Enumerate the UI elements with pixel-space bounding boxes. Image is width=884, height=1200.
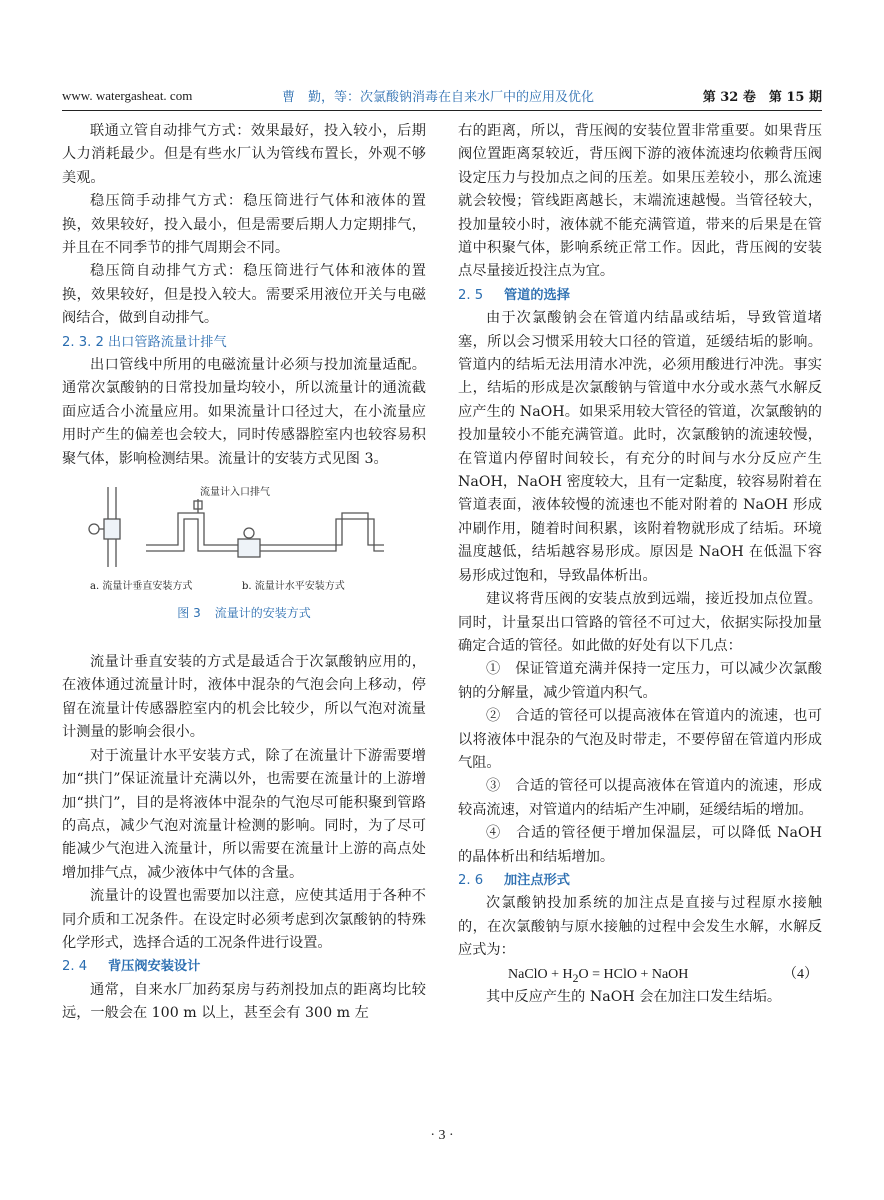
paragraph: 通常，自来水厂加药泵房与药剂投加点的距离均比较远，一般会在 100 m 以上，甚至会有 300 m 左 (62, 981, 426, 1022)
section-number: 2. 5 (458, 287, 484, 303)
paragraph: 流量计垂直安装的方式是最适合于次氯酸钠应用的，在液体通过流量计时，液体中混杂的气泡会向上移动，停留在流量计传感器腔室内的机会比较少，所以气泡对流量计测量的影响会很小。 (62, 654, 426, 741)
equation-body (508, 963, 688, 990)
list-item: ③ 合适的管径可以提高液体在管道内的流速，形成较高流速，对管道内的结垢产生冲刷，延缓结垢的增加。 (458, 778, 822, 818)
paragraph: 其中反应产生的 NaOH 会在加注口发生结垢。 (486, 988, 782, 1005)
caption-text: 流量计的安装方式 (214, 606, 311, 621)
advantages-list (458, 658, 822, 869)
paragraph: 联通立管自动排气方式：效果最好，投入较小，后期人力消耗最少。但是有些水厂认为管线布置长，外观不够美观。 (62, 123, 426, 186)
section-title: 加注点形式 (504, 872, 570, 888)
equation-4 (458, 963, 822, 986)
page-number: · 3 · (430, 1128, 454, 1143)
horizontal-installation-drawing (146, 499, 384, 557)
volume-issue: 第 32 卷 第 15 期 (702, 90, 822, 105)
paragraph: 流量计的设置也需要加以注意，应使其适用于各种不同介质和工况条件。在设定时必须考虑到次氯酸钠的特殊化学形式，选择合适的工况条件进行设置。 (62, 888, 426, 951)
header-rule (62, 110, 822, 111)
section-title: 管道的选择 (504, 287, 570, 303)
paragraph: 稳压筒手动排气方式：稳压筒进行气体和液体的置换，效果较好，投入最小，但是需要后期人力定期排气，并且在不同季节的排气周期会不同。 (62, 193, 426, 257)
paragraph: 出口管线中所用的电磁流量计必须与投加流量适配。通常次氯酸钠的日常投加量均较小，所以流量计的通流截面应适合小流量应用。如果流量计口径过大，在小流量应用时产生的偏差也会较大，同时传感器腔室内也较容易积聚气体，影响检测结果。流量计的安装方式见图 3。 (62, 357, 426, 467)
running-title: 曹 勤，等：次氯酸钠消毒在自来水厂中的应用及优化 (282, 90, 595, 105)
equation-part: NaClO + H (508, 966, 573, 982)
caption-number: 图 3 (177, 606, 201, 621)
paragraph: 对于流量计水平安装方式，除了在流量计下游需要增加“拱门”保证流量计充满以外，也需要在流量计的上游增加“拱门”，目的是将液体中混杂的气泡尽可能积聚到管路的高点，减少气泡对流量计检测的影响。同时，为了尽可能减少气泡进入流量计，所以需要在流量计上游的高点处增加排气点，减少液体中气体的含量。 (62, 747, 426, 881)
running-header (62, 84, 822, 106)
paragraph: 右的距离，所以，背压阀的安装位置非常重要。如果背压阀位置距离泵较近，背压阀下游的液体流速均依赖背压阀设定压力与投加点之间的压差。如果压差较小，那么流速就会较慢；管线距离越长，末端流速越慢。当管径较大，投加量较小时，液体就不能充满管道，带来的后果是在管道中积聚气体，影响系统正常工作。因此，背压阀的安装点尽量接近投注点为宜。 (458, 123, 822, 280)
list-item: ② 合适的管径可以提高液体在管道内的流速，也可以将液体中混杂的气泡及时带走，不要停留在管道内形成气阻。 (458, 708, 822, 771)
section-heading-2-5 (458, 284, 822, 307)
equation-number: （4） (783, 966, 818, 982)
section-heading-2-6 (458, 869, 822, 892)
section-heading-2-4 (62, 955, 426, 978)
section-number: 2. 4 (62, 959, 88, 975)
list-item: ① 保证管道充满并保持一定压力，可以减少次氯酸钠的分解量，减少管道内积气。 (458, 661, 822, 701)
paragraph: 由于次氯酸钠会在管道内结晶或结垢，导致管道堵塞，所以会习惯采用较大口径的管道，延缓结垢的影响。管道内的结垢无法用清水冲洗，必须用酸进行冲洗。事实上，结垢的形成是次氯酸钠与管道中水分或水蒸气水解反应产生的 NaOH。如果采用较大管径的管道，次氯酸钠的投加量较小不能充满管道。此时，次氯酸钠的流速较慢，在管道内停留时间较长，有充分的时间与水分反应产生 NaOH，NaOH 密度较大，且有一定黏度，较容易附着在管道表面，液体较慢的流速也不能对附着的 NaOH 形成冲刷作用，随着时间积累，该附着物就形成了结垢。环境温度越低，结垢越容易形成。原因是 NaOH 在低温下容易形成过饱和，导致晶体析出。 (458, 310, 822, 584)
left-column (62, 120, 426, 1026)
figure-label-b: b. 流量计水平安装方式 (242, 581, 345, 593)
vertical-installation-drawing (89, 487, 120, 567)
journal-website: www. watergasheat. com (62, 88, 193, 103)
equation-part: O = HClO + NaOH (578, 966, 689, 982)
list-item: ④ 合适的管径便于增加保温层，可以降低 NaOH 的晶体析出和结垢增加。 (458, 825, 822, 865)
section-heading-2-3-2 (62, 331, 426, 354)
paragraph: 次氯酸钠投加系统的加注点是直接与过程原水接触的，在次氯酸钠与原水接触的过程中会发生水解，水解反应式为： (458, 895, 822, 959)
section-title: 出口管路流量计排气 (108, 334, 227, 350)
figure-label-a: a. 流量计垂直安装方式 (90, 581, 193, 593)
section-number: 2. 3. 2 (62, 334, 104, 350)
figure-3 (62, 479, 426, 593)
paragraph: 建议将背压阀的安装点放到远端，接近投加点位置。同时，计量泵出口管路的管径不可过大，依据实际投加量确定合适的管径。如此做的好处有以下几点： (458, 591, 822, 654)
paragraph: 稳压筒自动排气方式：稳压筒进行气体和液体的置换，效果较好，但是投入较大。需要采用液位开关与电磁阀结合，做到自动排气。 (62, 263, 426, 327)
figure-caption (62, 603, 426, 623)
section-number: 2. 6 (458, 872, 484, 888)
right-column (458, 120, 822, 1009)
figure-top-label: 流量计入口排气 (200, 487, 270, 499)
equation-subscript: 2 (572, 971, 579, 985)
section-title: 背压阀安装设计 (108, 959, 201, 975)
